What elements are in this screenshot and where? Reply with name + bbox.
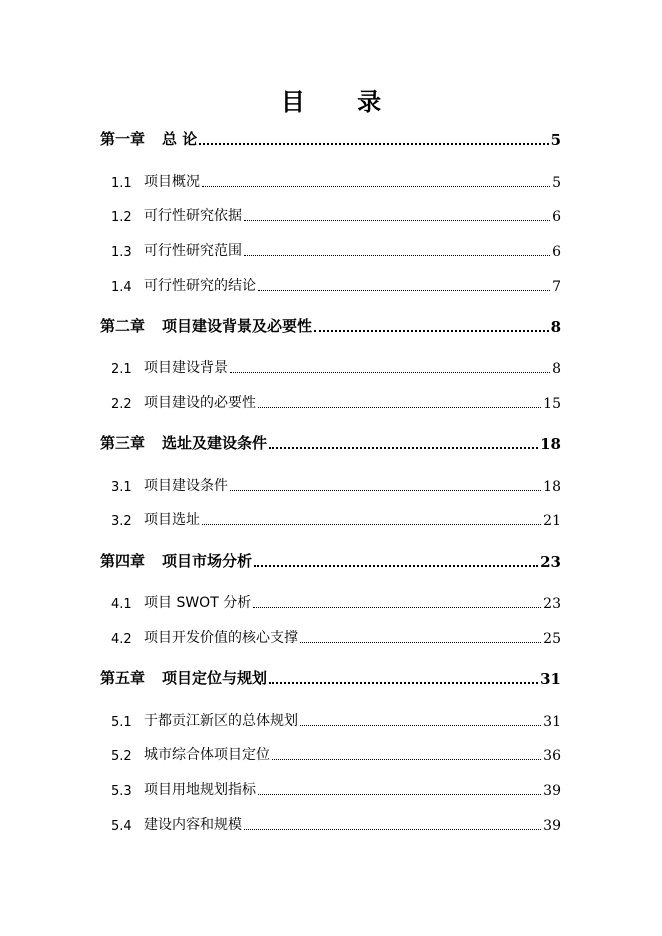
toc-page: 6 — [552, 244, 561, 260]
toc-leader — [202, 185, 550, 187]
toc-page: 5 — [550, 131, 561, 149]
toc-chapter-2[interactable] — [100, 315, 561, 336]
toc-number: 第二章 — [100, 317, 146, 335]
toc-label: 项目开发价值的核心支撑 — [144, 630, 298, 646]
toc-number: 3.1 — [111, 480, 132, 495]
toc-page: 8 — [552, 361, 561, 377]
toc-leader — [269, 681, 538, 684]
toc-section-3-2[interactable] — [111, 509, 561, 529]
toc-number: 4.2 — [111, 632, 132, 647]
toc-label: 总 论 — [162, 130, 198, 148]
toc-page: 25 — [543, 631, 561, 647]
toc-page: 31 — [543, 714, 561, 730]
toc-page: 23 — [543, 596, 561, 612]
toc-section-5-1[interactable] — [111, 710, 561, 730]
toc-label: 项目定位与规划 — [162, 669, 268, 687]
toc-leader — [244, 828, 541, 830]
toc-label: 项目 SWOT 分析 — [144, 595, 252, 611]
toc-leader — [314, 329, 549, 332]
toc-label: 项目概况 — [144, 174, 200, 190]
toc-page: 31 — [540, 670, 561, 688]
toc-label: 可行性研究的结论 — [144, 278, 256, 294]
toc-label: 于都贡江新区的总体规划 — [144, 713, 298, 729]
toc-leader — [269, 446, 538, 449]
toc-label: 项目建设条件 — [144, 478, 228, 494]
toc-label: 城市综合体项目定位 — [144, 747, 270, 763]
toc-page: 23 — [540, 553, 561, 571]
toc-leader — [230, 371, 550, 373]
toc-leader — [258, 289, 550, 291]
toc-section-2-2[interactable] — [111, 392, 561, 412]
toc-label: 项目选址 — [144, 512, 200, 528]
toc-page: 39 — [543, 783, 561, 799]
toc-number: 第一章 — [100, 130, 146, 148]
toc-section-2-1[interactable] — [111, 357, 561, 377]
toc-leader — [258, 793, 541, 795]
toc-page: 36 — [543, 748, 561, 764]
toc-leader — [230, 489, 541, 491]
toc-section-5-3[interactable] — [111, 779, 561, 799]
toc-number: 2.1 — [111, 362, 132, 377]
toc-number: 1.4 — [111, 280, 132, 295]
toc-label: 项目建设背景及必要性 — [162, 317, 313, 335]
toc-leader — [300, 641, 541, 643]
toc-leader — [244, 219, 550, 221]
toc-number: 5.1 — [111, 715, 132, 730]
toc-section-1-1[interactable] — [111, 171, 561, 191]
toc-chapter-3[interactable] — [100, 432, 561, 453]
toc-label: 可行性研究范围 — [144, 243, 242, 259]
toc-leader — [300, 724, 541, 726]
toc-number: 1.3 — [111, 245, 132, 260]
toc-number: 1.2 — [111, 210, 132, 225]
toc-leader — [258, 406, 541, 408]
toc-label: 项目建设背景 — [144, 360, 228, 376]
toc-page: 39 — [543, 818, 561, 834]
toc-number: 第三章 — [100, 434, 146, 452]
toc-number: 5.3 — [111, 784, 132, 799]
toc-section-1-2[interactable] — [111, 205, 561, 225]
toc-number: 第五章 — [100, 669, 146, 687]
toc-label: 建设内容和规模 — [144, 817, 242, 833]
toc-number: 1.1 — [111, 176, 132, 191]
toc-section-4-1[interactable] — [111, 592, 561, 612]
toc-page: 6 — [552, 209, 561, 225]
toc-page: 21 — [543, 513, 561, 529]
toc-section-5-4[interactable] — [111, 814, 561, 834]
toc-chapter-4[interactable] — [100, 550, 561, 571]
toc-chapter-1[interactable] — [100, 128, 561, 149]
toc-number: 4.1 — [111, 597, 132, 612]
toc-number: 3.2 — [111, 514, 132, 529]
toc-leader — [199, 142, 548, 145]
toc-page: 15 — [543, 396, 561, 412]
toc-leader — [253, 606, 541, 608]
toc-section-1-3[interactable] — [111, 240, 561, 260]
toc-number: 第四章 — [100, 552, 146, 570]
toc-label: 项目建设的必要性 — [144, 395, 256, 411]
toc-label: 项目市场分析 — [162, 552, 253, 570]
toc-section-5-2[interactable] — [111, 744, 561, 764]
toc-page: 7 — [552, 279, 561, 295]
toc-leader — [202, 523, 541, 525]
toc-section-3-1[interactable] — [111, 475, 561, 495]
toc-section-4-2[interactable] — [111, 627, 561, 647]
toc-leader — [272, 758, 541, 760]
toc-leader — [244, 254, 550, 256]
toc-label: 项目用地规划指标 — [144, 782, 256, 798]
toc-page: 18 — [543, 479, 561, 495]
toc-section-1-4[interactable] — [111, 275, 561, 295]
toc-page: 18 — [540, 435, 561, 453]
toc-page: 5 — [552, 175, 561, 191]
toc-number: 5.2 — [111, 749, 132, 764]
toc-label: 选址及建设条件 — [162, 434, 268, 452]
toc-number: 2.2 — [111, 397, 132, 412]
toc-leader — [254, 564, 538, 567]
toc-page: 8 — [550, 318, 561, 336]
toc-label: 可行性研究依据 — [144, 208, 242, 224]
page-title: 目 录 — [280, 87, 404, 116]
toc-number: 5.4 — [111, 819, 132, 834]
toc-chapter-5[interactable] — [100, 667, 561, 688]
